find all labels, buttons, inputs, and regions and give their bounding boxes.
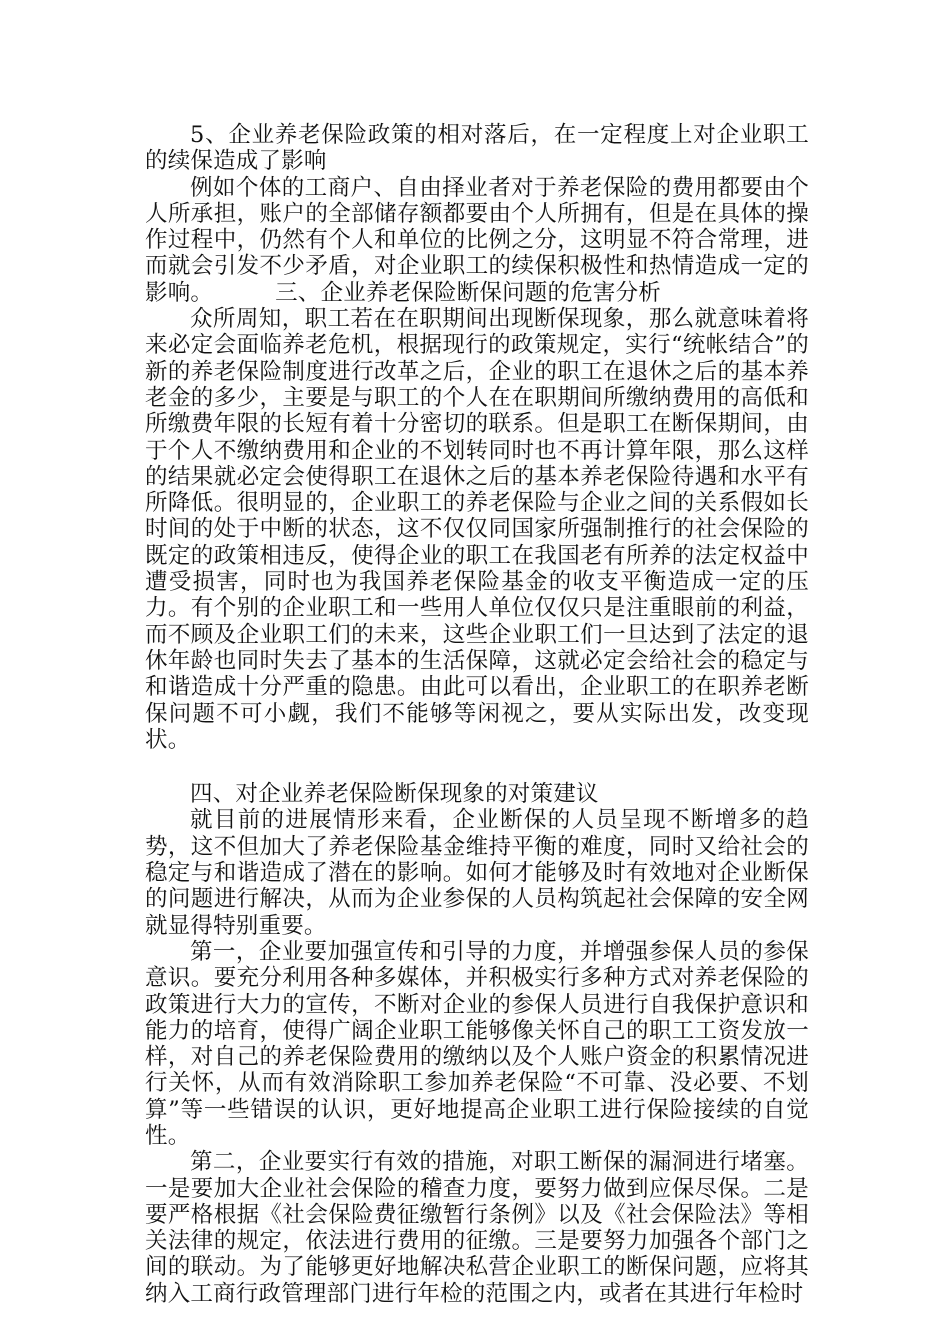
- paragraph-text: 第二，企业要实行有效的措施，对职工断保的漏洞进行堵塞。一是要加大企业社会保险的稽查力度，要努力做到应保尽保。二是要严格根据《社会保险费征缴暂行条例》以及《社会保险法》等相关法律的规定，依法进行费用的征缴。三是要努力加强各个部门之间的联动。为了能够更好地解决私营企业职工的断保问题，应将其纳入工商行政管理部门进行年检的范围之内，或者在其进行年检时: [145, 1149, 809, 1307]
- paragraph-text: 众所周知，职工若在在职期间出现断保现象，那么就意味着将来必定会面临养老危机，根据现行的政策规定，实行“统帐结合”的新的养老保险制度进行改革之后，企业的职工在退休之后的基本养老金的多少，主要是与职工的个人在在职期间所缴纳费用的高低和所缴费年限的长短有着十分密切的联系。但是职工在断保期间，由于个人不缴纳费用和企业的不划转同时也不再计算年限，那么这样的结果就必定会使得职工在退休之后的基本养老保险待遇和水平有所降低。很明显的，企业职工的养老保险与企业之间的关系假如长时间的处于中断的状态，这不仅仅同国家所强制推行的社会保险的既定的政策相违反，使得企业的职工在我国老有所养的法定权益中遭受损害，同时也为我国养老保险基金的收支平衡造成一定的压力。有个别的企业职工和一些用人单位仅仅只是注重眼前的利益，而不顾及企业职工们的未来，这些企业职工们一旦达到了法定的退休年龄也同时失去了基本的生活保障，这就必定会给社会的稳定与和谐造成十分严重的隐患。由此可以看出，企业职工的在职养老断保问题不可小觑，我们不能够等闲视之，要从实际出发，改变现状。: [145, 306, 809, 753]
- paragraph-text: 就目前的进展情形来看，企业断保的人员呈现不断增多的趋势，这不但加大了养老保险基金维持平衡的难度，同时又给社会的稳定与和谐造成了潜在的影响。如何才能够及时有效地对企业断保的问题进行解决，从而为企业参保的人员构筑起社会保障的安全网就显得特别重要。: [145, 807, 809, 939]
- paragraph-hazard-analysis: [145, 306, 809, 753]
- paragraph-first-measure: [145, 939, 809, 1149]
- paragraph-policy-lag-heading: [145, 122, 809, 175]
- paragraph-text: 5、企业养老保险政策的相对落后，在一定程度上对企业职工的续保造成了影响: [145, 122, 809, 175]
- heading-text: 四、对企业养老保险断保现象的对策建议: [190, 781, 599, 808]
- paragraph-current-situation: [145, 807, 809, 938]
- section-heading-hazard-analysis: 三、企业养老保险断保问题的危害分析: [275, 279, 662, 306]
- paragraph-second-measure: [145, 1149, 809, 1307]
- document-body: [145, 122, 809, 1307]
- paragraph-text: 例如个体的工商户、自由择业者对于养老保险的费用都要由个人所承担，账户的全部储存额都要由个人所拥有，但是在具体的操作过程中，仍然有个人和单位的比例之分，这明显不符合常理，进而就会引发不少矛盾，对企业职工的续保积极性和热情造成一定的影响。: [145, 174, 809, 306]
- paragraph-text: 第一，企业要加强宣传和引导的力度，并增强参保人员的参保意识。要充分利用各种多媒体，并积极实行多种方式对养老保险的政策进行大力的宣传，不断对企业的参保人员进行自我保护意识和能力的培育，使得广阔企业职工能够像关怀自己的职工工资发放一样，对自己的养老保险费用的缴纳以及个人账户资金的积累情况进行关怀，从而有效消除职工参加养老保险“不可靠、没必要、不划算”等一些错误的认识，更好地提高企业职工进行保险接续的自觉性。: [145, 938, 809, 1149]
- paragraph-self-employed-example: [145, 175, 809, 306]
- section-heading-countermeasures: [145, 781, 809, 807]
- paragraph-spacer: [145, 753, 809, 781]
